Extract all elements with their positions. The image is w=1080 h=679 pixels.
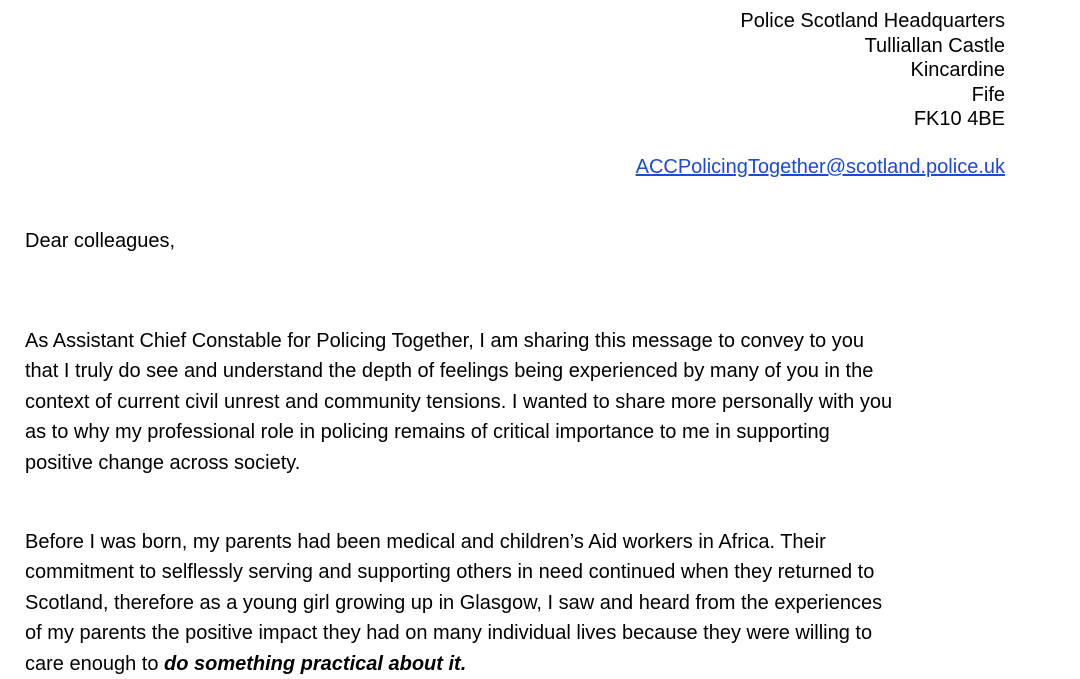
address-line-region: Fife: [971, 83, 1005, 106]
paragraph-2-line-5-prefix: care enough to: [25, 652, 164, 675]
letter-paragraph-1: [25, 326, 892, 478]
letter-paragraph-2: [25, 527, 882, 679]
paragraph-1-line-5: positive change across society.: [25, 451, 301, 474]
paragraph-1-line-3: context of current civil unrest and community tensions. I wanted to share more personally with you: [25, 390, 893, 413]
paragraph-1-line-1: As Assistant Chief Constable for Policing Together, I am sharing this message to convey to you: [25, 330, 864, 352]
contact-email-link[interactable]: ACCPolicingTogether@scotland.police.uk: [635, 156, 1005, 178]
paragraph-1-line-2: that I truly do see and understand the depth of feelings being experienced by many of you in the: [25, 360, 874, 383]
paragraph-2-line-3: Scotland, therefore as a young girl growing up in Glasgow, I saw and heard from the experiences: [25, 591, 883, 614]
paragraph-2-line-5-suffix: .: [460, 652, 467, 675]
address-line-town: Kincardine: [910, 59, 1005, 81]
paragraph-2-line-2: commitment to selflessly serving and supporting others in need continued when they returned to: [25, 561, 875, 584]
address-line-building: Tulliallan Castle: [864, 34, 1005, 57]
salutation: Dear colleagues,: [25, 230, 176, 252]
address-line-postcode: FK10 4BE: [913, 108, 1005, 130]
sender-address: [740, 9, 1005, 132]
paragraph-2-line-4: of my parents the positive impact they had on many individual lives because they were willing to: [25, 622, 873, 645]
paragraph-2-line-1: Before I was born, my parents had been medical and children’s Aid workers in Africa. Their: [25, 531, 826, 553]
paragraph-2-line-5: [25, 649, 882, 679]
address-line-organization: Police Scotland Headquarters: [740, 10, 1005, 32]
paragraph-2-emphasis: do something practical about it: [164, 652, 461, 675]
paragraph-1-line-4: as to why my professional role in policing remains of critical importance to me in supporting: [25, 421, 830, 444]
